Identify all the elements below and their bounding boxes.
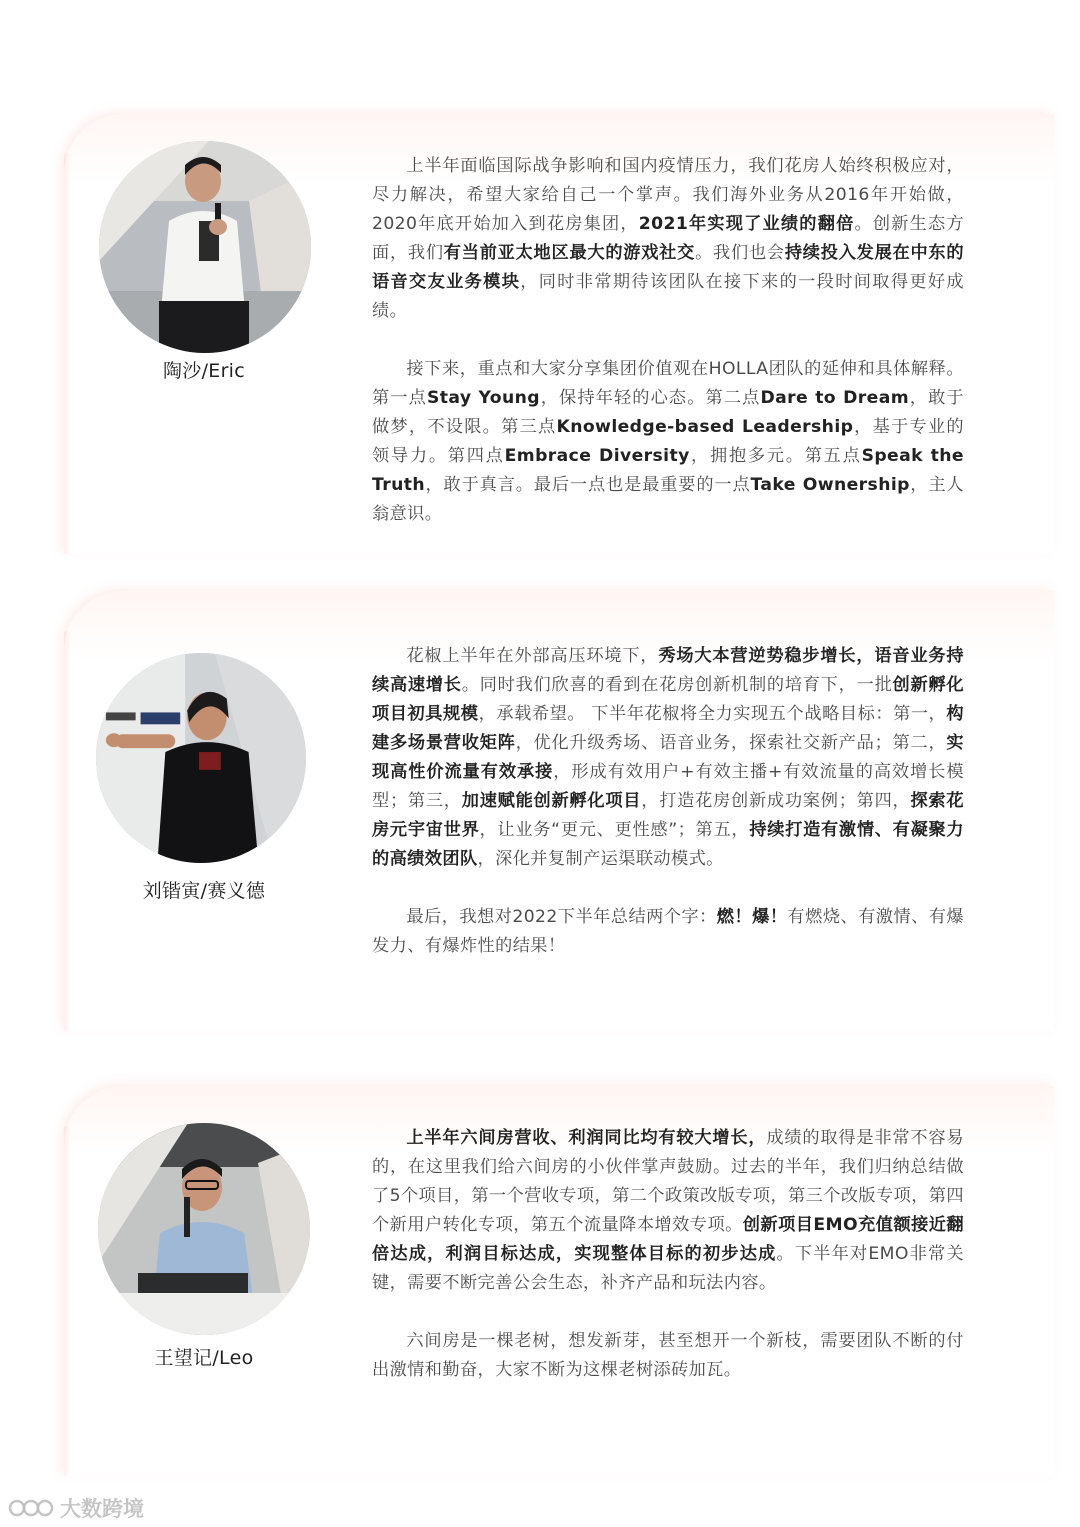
speech-paragraph <box>372 1327 964 1385</box>
speech-paragraph <box>372 903 964 961</box>
text-run: ，同时非常期待该团队在接下来的一段时间取得更好成绩。 <box>372 272 964 321</box>
bold-text-run: 创新项目EMO充值额接近翻倍达成，利润目标达成，实现整体目标的初步达成 <box>372 1215 964 1264</box>
bold-text-run: Embrace Diversity <box>504 446 690 466</box>
text-run: ，敢于做梦，不设限。第三点 <box>372 388 964 437</box>
text-run: 有燃烧、有激情、有爆发力、有爆炸性的结果！ <box>372 907 964 956</box>
speaker-name-2: 刘锴寅/赛义德 <box>142 880 266 902</box>
bold-text-run: 构建多场景营收矩阵 <box>372 704 965 753</box>
text-run: ，让业务“更元、更性感”；第五， <box>479 820 750 840</box>
bold-text-run: 实现高性价流量有效承接 <box>372 733 965 782</box>
text-run: ，主人翁意识。 <box>372 475 965 524</box>
bold-text-run: Speak the Truth <box>372 446 964 495</box>
speech-paragraph <box>372 642 964 874</box>
bold-text-run: Dare to Dream <box>760 388 910 408</box>
text-run: ，敢于真言。最后一点也是最重要的一点 <box>425 475 751 495</box>
bold-text-run: 上半年六间房营收、利润同比均有较大增长， <box>406 1128 767 1148</box>
text-run: 六间房是一棵老树，想发新芽，甚至想开一个新枝，需要团队不断的付出激情和勤奋，大家不断为这棵老树添砖加瓦。 <box>372 1331 964 1380</box>
text-run: ，形成有效用户+有效主播+有效流量的高效增长模型；第三， <box>372 762 964 811</box>
text-run: 上半年面临国际战争影响和国内疫情压力，我们花房人始终积极应对，尽力解决，希望大家给自己一个掌声。我们海外业务从2016年开始做，2020年底开始加入到花房集团， <box>372 156 964 234</box>
text-run: ，承载希望。 下半年花椒将全力实现五个战略目标：第一， <box>478 704 947 724</box>
speaker-photo-3 <box>98 1123 310 1335</box>
text-run: ，打造花房创新成功案例；第四， <box>641 791 911 811</box>
bold-text-run: Take Ownership <box>750 475 910 495</box>
bold-text-run: 秀场大本营逆势稳步增长，语音业务持续高速增长 <box>372 646 964 695</box>
bold-text-run: 探索花房元宇宙世界 <box>372 791 964 840</box>
bold-text-run: 2021年实现了业绩的翻倍 <box>638 214 855 234</box>
text-run: ，深化并复制产运渠联动模式。 <box>477 849 724 869</box>
bold-text-run: 创新孵化项目初具规模 <box>372 675 964 724</box>
speech-paragraph <box>372 355 964 529</box>
speech-paragraph <box>372 1124 964 1298</box>
watermark-logo-icon <box>8 1497 54 1519</box>
bold-text-run: 持续投入发展在中东的语音交友业务模块 <box>372 243 964 292</box>
text-run: 最后，我想对2022下半年总结两个字： <box>406 907 717 927</box>
bold-text-run: 燃！爆！ <box>716 907 788 927</box>
speech-text-3 <box>372 1124 964 1385</box>
bold-text-run: 加速赋能创新孵化项目 <box>461 791 642 811</box>
text-run: 。创新生态方面，我们 <box>372 214 964 263</box>
bold-text-run: 持续打造有激情、有凝聚力的高绩效团队 <box>372 820 964 869</box>
text-run: 。下半年对EMO非常关键，需要不断完善公会生态，补齐产品和玩法内容。 <box>372 1244 964 1293</box>
text-run: ，基于专业的领导力。第四点 <box>372 417 964 466</box>
bold-text-run: 有当前亚太地区最大的游戏社交 <box>443 243 696 263</box>
speech-text-1 <box>372 152 964 529</box>
text-run: 。同时我们欣喜的看到在花房创新机制的培育下，一批 <box>461 675 893 695</box>
text-run: ，优化升级秀场、语音业务，探索社交新产品；第二， <box>515 733 947 753</box>
bold-text-run: Stay Young <box>426 388 540 408</box>
bold-text-run: Knowledge-based Leadership <box>556 417 854 437</box>
speech-text-2 <box>372 642 964 961</box>
speaker-name-3: 王望记/Leo <box>154 1347 254 1369</box>
speaker-name-1: 陶沙/Eric <box>162 360 246 382</box>
watermark-text: 大数跨境 <box>60 1497 144 1521</box>
text-run: ，保持年轻的心态。第二点 <box>539 388 761 408</box>
speaker-photo-2 <box>96 653 306 863</box>
text-run: 花椒上半年在外部高压环境下， <box>406 646 659 666</box>
text-run: ，拥抱多元。第五点 <box>689 446 862 466</box>
watermark <box>8 1494 144 1522</box>
speech-paragraph <box>372 152 964 326</box>
text-run: 成绩的取得是非常不容易的，在这里我们给六间房的小伙伴掌声鼓励。过去的半年，我们归纳总结做了5个项目，第一个营收专项，第二个政策改版专项，第三个改版专项，第四个新用户转化专项，第五个流量降本增效专项。 <box>372 1128 964 1235</box>
text-run: 接下来，重点和大家分享集团价值观在HOLLA团队的延伸和具体解释。第一点 <box>372 359 964 408</box>
speaker-photo-1 <box>99 141 311 353</box>
text-run: 。我们也会 <box>695 243 785 263</box>
